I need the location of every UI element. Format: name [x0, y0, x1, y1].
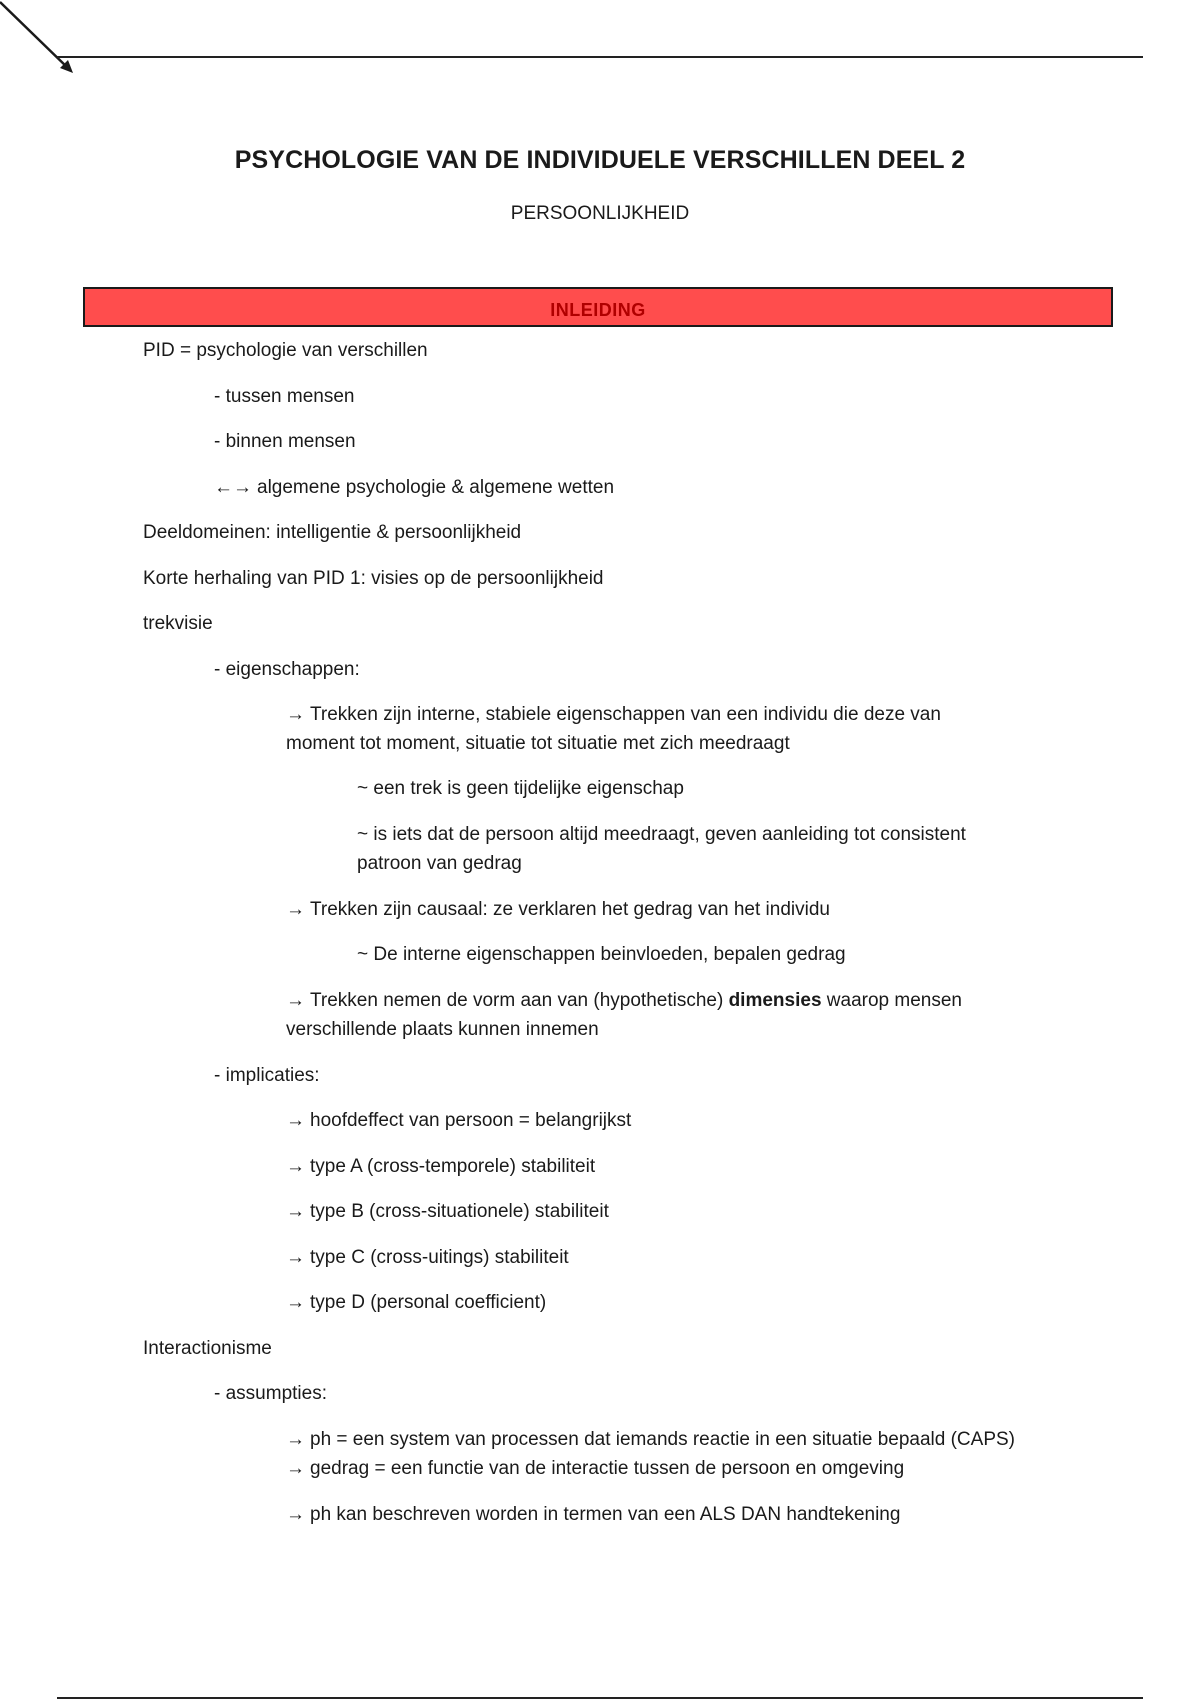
top-rule: [57, 56, 1143, 58]
trek3-text-pre: Trekken nemen de vorm aan van (hypothetische): [310, 990, 729, 1011]
trek3-line-continued: verschillende plaats kunnen innemen: [286, 1019, 599, 1040]
assumptie-item: [286, 1425, 1015, 1454]
arrow-right-icon: →: [286, 1201, 305, 1222]
arrow-right-icon: →: [286, 1292, 305, 1313]
implicatie-text: type D (personal coefficient): [310, 1292, 547, 1313]
list-item-algemene-text: algemene psychologie & algemene wetten: [257, 477, 615, 498]
implicatie-text: type C (cross-uitings) stabiliteit: [310, 1247, 569, 1268]
trek1-line: [286, 700, 941, 729]
eigenschappen-heading: - eigenschappen:: [214, 659, 360, 680]
implicatie-item: [286, 1106, 631, 1135]
implicatie-text: hoofdeffect van persoon = belangrijkst: [310, 1110, 632, 1131]
section-header-bar: [83, 287, 1113, 327]
section-header-label: INLEIDING: [550, 300, 646, 320]
trek2-sub: ~ De interne eigenschappen beinvloeden, bepalen gedrag: [357, 944, 846, 965]
trek3-text-post: waarop mensen: [821, 990, 962, 1011]
list-item-algemene: [214, 473, 614, 502]
implicatie-item: [286, 1197, 609, 1226]
corner-arrow-icon: [0, 0, 80, 80]
implicaties-heading: - implicaties:: [214, 1065, 320, 1086]
trek1-sub2-continued: patroon van gedrag: [357, 853, 522, 874]
implicatie-item: [286, 1152, 595, 1181]
arrow-right-icon: →: [286, 990, 305, 1011]
trek1-sub1: ~ een trek is geen tijdelijke eigenschap: [357, 778, 684, 799]
arrow-right-icon: →: [286, 1247, 305, 1268]
trek3-text-bold: dimensies: [728, 990, 822, 1011]
bottom-rule: [57, 1697, 1143, 1699]
deeldomeinen-line: Deeldomeinen: intelligentie & persoonlijkheid: [143, 522, 522, 543]
pid-definition: PID = psychologie van verschillen: [143, 340, 428, 361]
implicatie-text: type B (cross-situationele) stabiliteit: [310, 1201, 609, 1222]
arrow-right-icon: →: [286, 1156, 305, 1177]
trek1-text: Trekken zijn interne, stabiele eigenschappen van een individu die deze van: [310, 704, 941, 725]
implicatie-item: [286, 1243, 569, 1272]
arrow-right-icon: →: [286, 899, 305, 920]
arrow-right-icon: →: [286, 1429, 305, 1450]
trekvisie-heading: trekvisie: [143, 613, 213, 634]
arrow-right-icon: →: [286, 1110, 305, 1131]
assumptie-text: ph kan beschreven worden in termen van een ALS DAN handtekening: [310, 1504, 901, 1525]
assumptie-text: ph = een system van processen dat iemands reactie in een situatie bepaald (CAPS): [310, 1429, 1015, 1450]
implicatie-text: type A (cross-temporele) stabiliteit: [310, 1156, 596, 1177]
arrow-right-icon: →: [286, 1458, 305, 1479]
assumptie-item: [286, 1500, 900, 1529]
herhaling-line: Korte herhaling van PID 1: visies op de persoonlijkheid: [143, 568, 604, 589]
page-title: PSYCHOLOGIE VAN DE INDIVIDUELE VERSCHILLEN DEEL 2: [234, 146, 966, 174]
assumptie-text: gedrag = een functie van de interactie tussen de persoon en omgeving: [310, 1458, 905, 1479]
page-subtitle: PERSOONLIJKHEID: [510, 203, 690, 224]
trek2-line: [286, 895, 830, 924]
assumptie-item: [286, 1454, 904, 1483]
trek3-line: [286, 986, 962, 1015]
list-item-binnen: - binnen mensen: [214, 431, 356, 452]
trek1-sub2: ~ is iets dat de persoon altijd meedraagt, geven aanleiding tot consistent: [357, 824, 966, 845]
implicatie-item: [286, 1288, 546, 1317]
arrow-right-icon: →: [286, 704, 305, 725]
double-arrow-icon: ←→: [214, 477, 252, 498]
arrow-right-icon: →: [286, 1504, 305, 1525]
trek1-line-continued: moment tot moment, situatie tot situatie met zich meedraagt: [286, 733, 790, 754]
trek2-text: Trekken zijn causaal: ze verklaren het gedrag van het individu: [310, 899, 830, 920]
interactionisme-heading: Interactionisme: [143, 1338, 272, 1359]
list-item-tussen: - tussen mensen: [214, 386, 355, 407]
assumpties-heading: - assumpties:: [214, 1383, 327, 1404]
